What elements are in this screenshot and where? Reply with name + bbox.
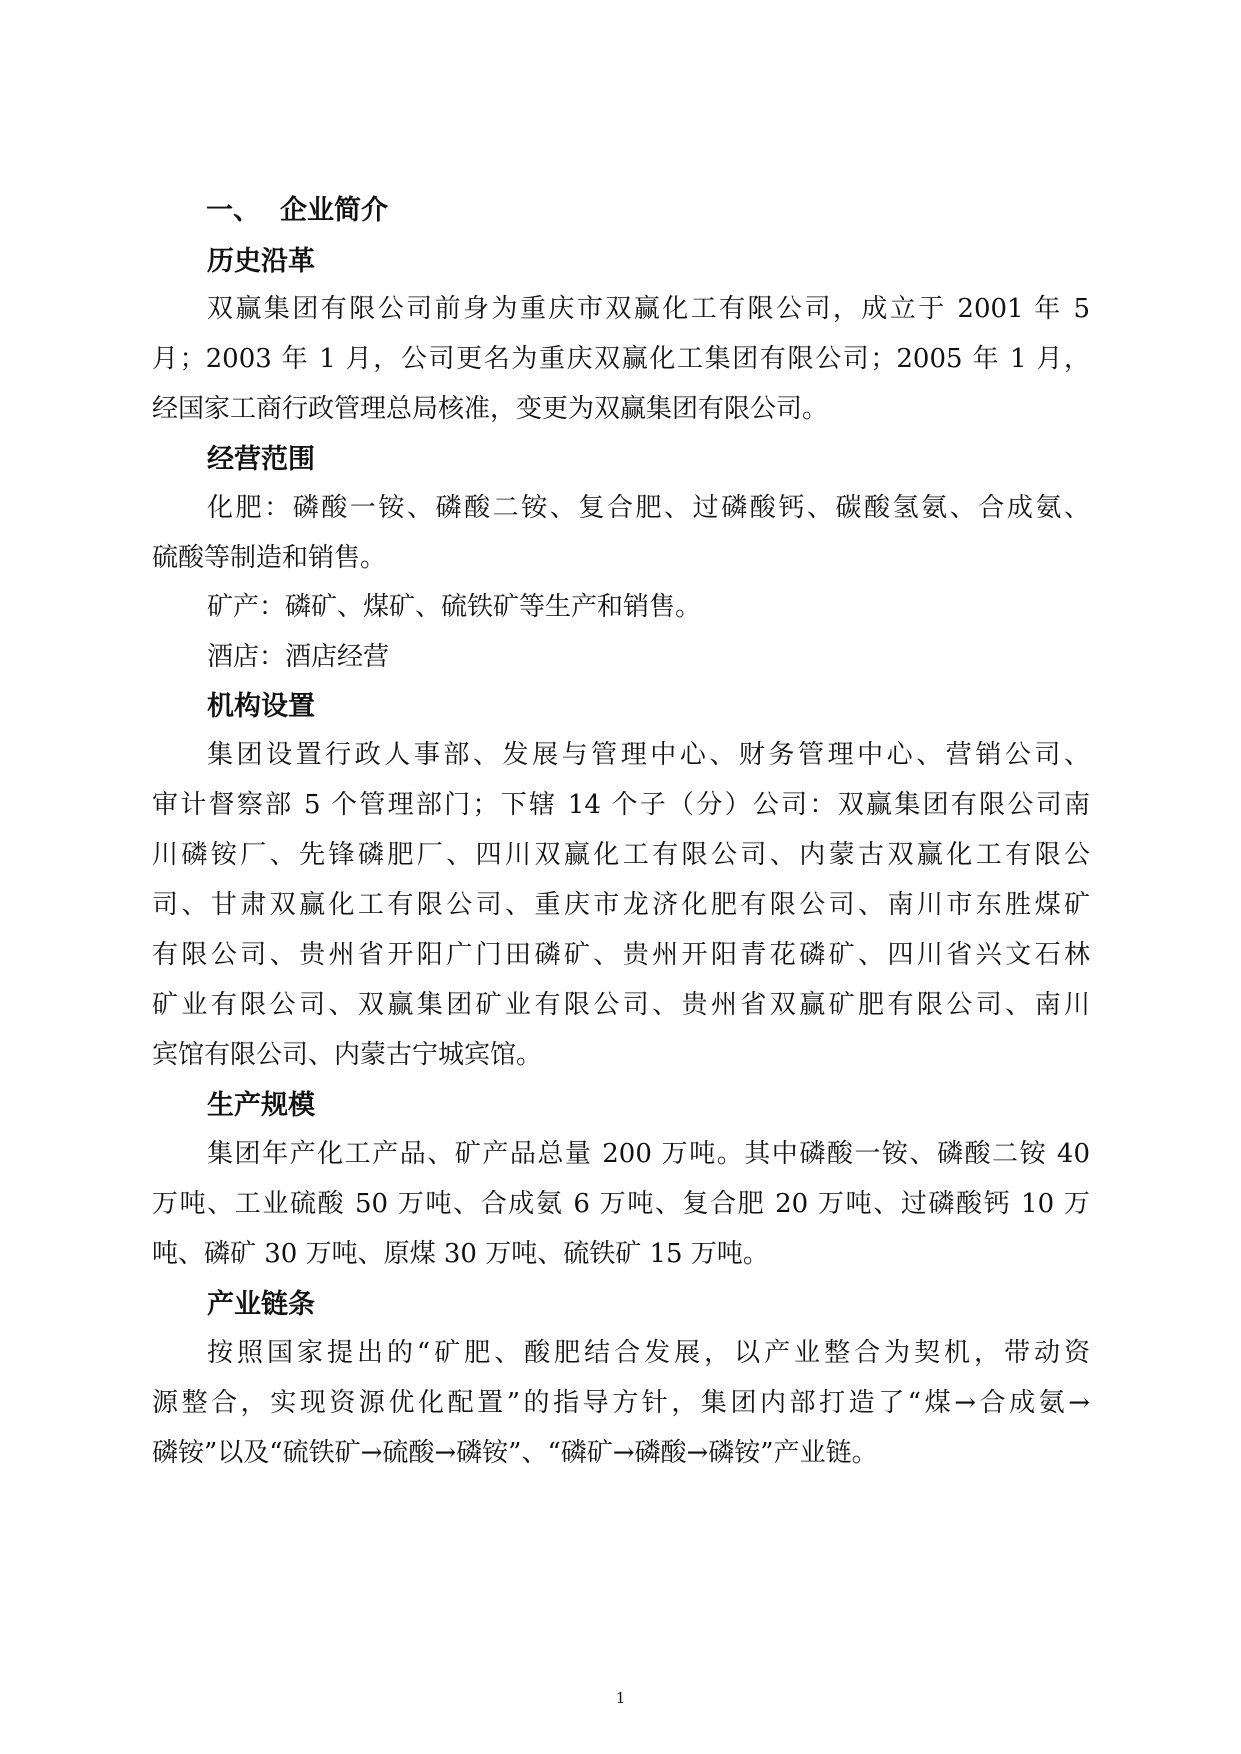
paragraph-line: 化肥：磷酸一铵、磷酸二铵、复合肥、过磷酸钙、碳酸氢氨、合成氨、 [207, 493, 1090, 523]
paragraph-line: 吨、磷矿 30 万吨、原煤 30 万吨、硫铁矿 15 万吨。 [152, 1239, 769, 1269]
paragraph-line: 川磷铵厂、先锋磷肥厂、四川双赢化工有限公司、内蒙古双赢化工有限公 [152, 840, 1090, 870]
paragraph-line: 矿产：磷矿、煤矿、硫铁矿等生产和销售。 [207, 592, 702, 622]
paragraph-line: 硫酸等制造和销售。 [152, 543, 387, 573]
chain-heading: 产业链条 [207, 1289, 315, 1320]
paragraph-line: 宾馆有限公司、内蒙古宁城宾馆。 [152, 1040, 543, 1070]
paragraph-line: 矿业有限公司、双赢集团矿业有限公司、贵州省双赢矿肥有限公司、南川 [152, 990, 1090, 1020]
page-number: 1 [615, 1689, 626, 1707]
production-heading: 生产规模 [207, 1090, 315, 1121]
paragraph-line: 月；2003 年 1 月，公司更名为重庆双赢化工集团有限公司；2005 年 1 月， [152, 344, 1090, 374]
history-heading: 历史沿革 [207, 246, 315, 277]
organization-heading: 机构设置 [207, 691, 315, 722]
paragraph-line: 审计督察部 5 个管理部门；下辖 14 个子（分）公司：双赢集团有限公司南 [152, 790, 1090, 820]
paragraph-line: 万吨、工业硫酸 50 万吨、合成氨 6 万吨、复合肥 20 万吨、过磷酸钙 10 万 [152, 1189, 1090, 1219]
paragraph-line: 源整合，实现资源优化配置”的指导方针，集团内部打造了“煤→合成氨→ [152, 1388, 1090, 1418]
section-title [206, 193, 388, 229]
paragraph-line: 司、甘肃双赢化工有限公司、重庆市龙济化肥有限公司、南川市东胜煤矿 [152, 890, 1090, 920]
section-number: 一、 [206, 195, 260, 226]
paragraph-line: 集团设置行政人事部、发展与管理中心、财务管理中心、营销公司、 [207, 740, 1090, 770]
paragraph-line: 有限公司、贵州省开阳广门田磷矿、贵州开阳青花磷矿、四川省兴文石林 [152, 940, 1090, 970]
paragraph-line: 集团年产化工产品、矿产品总量 200 万吨。其中磷酸一铵、磷酸二铵 40 [207, 1139, 1090, 1169]
scope-heading: 经营范围 [207, 444, 315, 475]
paragraph-line: 双赢集团有限公司前身为重庆市双赢化工有限公司，成立于 2001 年 5 [207, 294, 1090, 324]
paragraph-line: 按照国家提出的“矿肥、酸肥结合发展，以产业整合为契机，带动资 [207, 1338, 1090, 1368]
paragraph-line: 酒店：酒店经营 [207, 642, 390, 672]
section-title-text: 企业简介 [280, 195, 388, 226]
paragraph-line: 经国家工商行政管理总局核准，变更为双赢集团有限公司。 [152, 394, 829, 424]
paragraph-line: 磷铵”以及“硫铁矿→硫酸→磷铵”、“磷矿→磷酸→磷铵”产业链。 [152, 1438, 878, 1468]
